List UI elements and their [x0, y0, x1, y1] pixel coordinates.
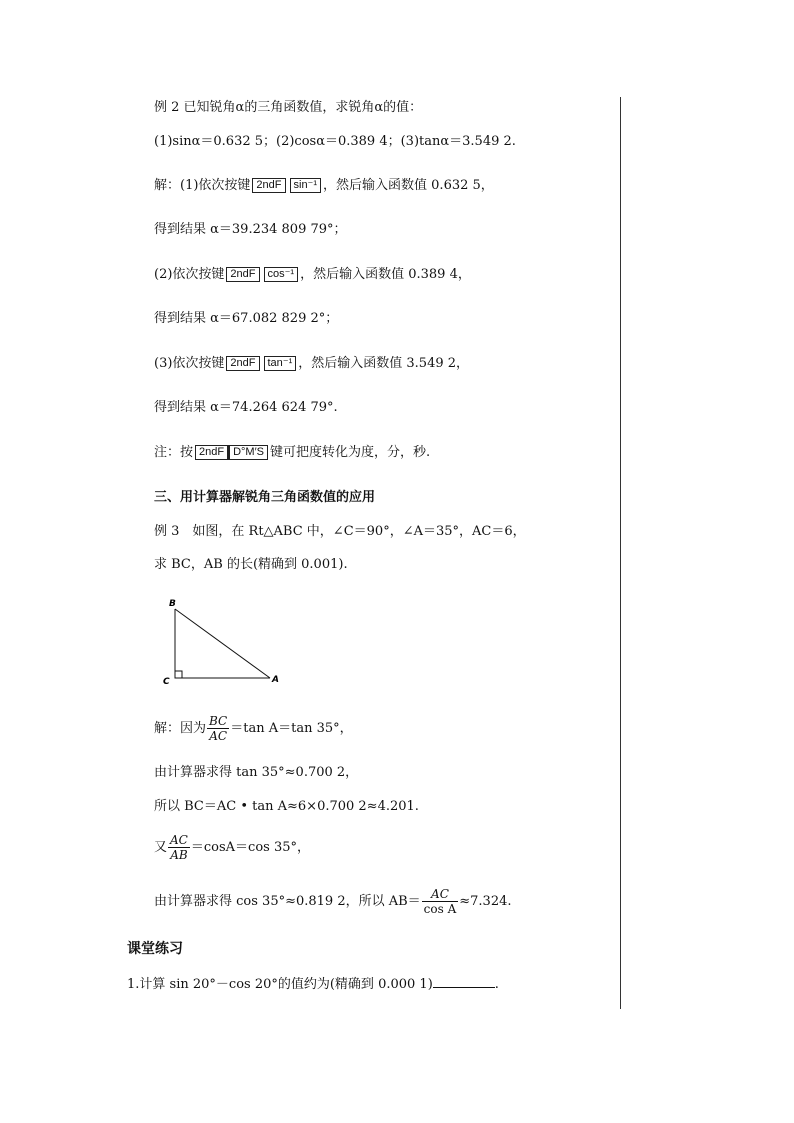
- key-2ndf: 2ndF: [226, 356, 259, 371]
- step1-prefix: 解：(1)依次按键: [154, 178, 251, 193]
- fraction-denominator: cos A: [423, 902, 457, 916]
- key-2ndf: 2ndF: [195, 445, 228, 460]
- solution-line1: [154, 712, 353, 746]
- answer-blank[interactable]: [433, 976, 495, 988]
- key-dms: D°M′S: [228, 445, 268, 460]
- sol1-suffix: ＝tan A＝tan 35°，: [230, 721, 353, 736]
- practice-heading: 课堂练习: [127, 941, 183, 957]
- example2-title: 例 2 已知锐角α的三角函数值，求锐角α的值：: [154, 100, 423, 115]
- step2-prefix: (2)依次按键: [154, 267, 225, 282]
- sol5-suffix: ≈7.324.: [459, 894, 512, 909]
- solution-line5: [154, 885, 512, 919]
- key-sin-inverse: sin⁻¹: [290, 178, 322, 193]
- example3-line2: 求 BC，AB 的长(精确到 0.001).: [154, 557, 348, 572]
- fraction-bc-over-ac: [207, 714, 229, 743]
- margin-rule: [620, 97, 621, 1009]
- key-cos-inverse: cos⁻¹: [264, 267, 299, 282]
- key-2ndf: 2ndF: [226, 267, 259, 282]
- step2-suffix: ，然后输入函数值 0.389 4，: [300, 267, 471, 282]
- note-suffix: 键可把度转化为度，分，秒.: [270, 445, 431, 460]
- step1-suffix: ，然后输入函数值 0.632 5，: [323, 178, 494, 193]
- step3-suffix: ，然后输入函数值 3.549 2，: [298, 356, 470, 371]
- fraction-numerator: AC: [422, 887, 459, 902]
- example2-step2: [154, 267, 471, 283]
- triangle-figure: [160, 595, 290, 690]
- example2-given: (1)sinα＝0.632 5；(2)cosα＝0.389 4；(3)tanα＝3.549 2.: [154, 134, 516, 149]
- sol4-prefix: 又: [154, 840, 168, 855]
- question-text: 1.计算 sin 20°－cos 20°的值约为(精确到 0.000 1): [127, 977, 433, 992]
- fraction-numerator: BC: [209, 714, 228, 728]
- example2-result3: 得到结果 α＝74.264 624 79°.: [154, 400, 338, 415]
- solution-line3: 所以 BC＝AC • tan A≈6×0.700 2≈4.201.: [154, 799, 419, 814]
- side-ab: [175, 609, 270, 678]
- fraction-numerator: AC: [170, 833, 188, 847]
- solution-line4: [154, 831, 310, 865]
- note-prefix: 注：按: [154, 445, 194, 460]
- sol1-prefix: 解：因为: [154, 721, 207, 736]
- sol4-suffix: ＝cosA＝cos 35°，: [190, 840, 310, 855]
- example3-line1: 例 3 如图，在 Rt△ABC 中，∠C＝90°，∠A＝35°，AC＝6，: [154, 524, 526, 539]
- vertex-c-label: C: [163, 677, 170, 687]
- example2-result2: 得到结果 α＝67.082 829 2°；: [154, 311, 339, 326]
- fraction-ac-over-ab: [168, 833, 190, 862]
- example2-note: [154, 445, 430, 461]
- example2-step1: [154, 178, 494, 194]
- step3-prefix: (3)依次按键: [154, 356, 225, 371]
- vertex-a-label: A: [272, 675, 279, 685]
- question-end: .: [494, 977, 499, 992]
- right-angle-marker: [175, 671, 182, 678]
- key-2ndf: 2ndF: [252, 178, 285, 193]
- example2-result1: 得到结果 α＝39.234 809 79°；: [154, 222, 347, 237]
- practice-question-1: [127, 976, 499, 993]
- key-tan-inverse: tan⁻¹: [264, 356, 297, 371]
- solution-line2: 由计算器求得 tan 35°≈0.700 2，: [154, 765, 359, 780]
- vertex-b-label: B: [169, 599, 176, 609]
- example2-step3: [154, 356, 469, 372]
- fraction-ac-over-cosa: [422, 887, 459, 916]
- fraction-denominator: AC: [209, 729, 228, 743]
- sol5-prefix: 由计算器求得 cos 35°≈0.819 2，所以 AB＝: [154, 894, 421, 909]
- section3-heading: 三、用计算器解锐角三角函数值的应用: [154, 490, 376, 505]
- fraction-denominator: AB: [170, 848, 188, 862]
